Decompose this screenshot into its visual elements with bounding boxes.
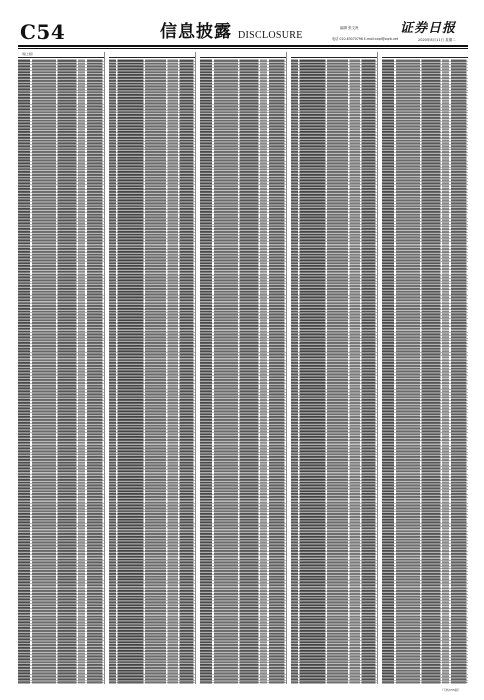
newspaper-logo: 证券日报 — [400, 21, 457, 36]
column-header: （续上版） — [18, 52, 104, 58]
table-column-4 — [291, 52, 378, 684]
section-title: 信息披露 — [160, 22, 232, 42]
header-rule-thin — [18, 48, 468, 49]
contact-line: 电话 010-63070798 E-mail:xxpl@zqrb.net — [332, 37, 399, 41]
table-rows — [382, 59, 468, 684]
editor-line: 编辑 张文贵 — [340, 26, 359, 30]
section-title-english: DISCLOSURE — [238, 30, 303, 41]
table-rows — [109, 59, 195, 684]
table-rows — [18, 59, 104, 684]
column-header — [382, 52, 468, 58]
column-header — [109, 52, 195, 58]
table-column-3 — [200, 52, 287, 684]
header-rule-thick — [18, 45, 468, 47]
table-rows — [291, 59, 377, 684]
column-header — [291, 52, 377, 58]
table-rows — [200, 59, 286, 684]
continued-note: （下转C55版） — [440, 688, 461, 692]
disclosure-table-columns — [18, 52, 468, 684]
table-column-1 — [18, 52, 105, 684]
table-column-5 — [382, 52, 468, 684]
masthead — [0, 0, 484, 48]
table-column-2 — [109, 52, 196, 684]
column-header — [200, 52, 286, 58]
page-code: C54 — [20, 20, 66, 44]
date-line: 2020年8月11日 星期二 — [418, 38, 456, 42]
